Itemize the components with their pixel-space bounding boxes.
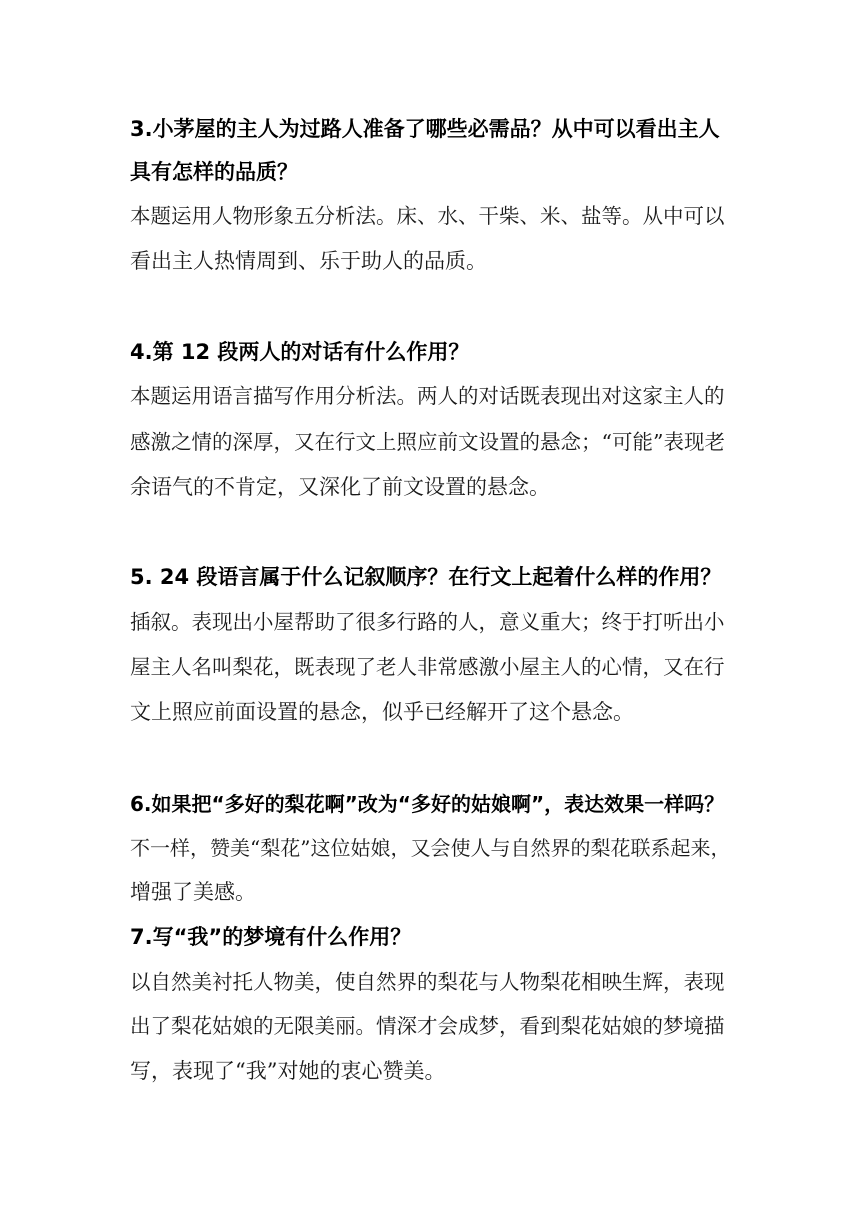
answer-7-line-3: 写，表现了“我”对她的衷心赞美。 xyxy=(130,1059,446,1083)
answer-6-line-1: 不一样，赞美“梨花”这位姑娘，又会使人与自然界的梨花联系起来， xyxy=(130,836,731,860)
answer-7-line-1: 以自然美衬托人物美，使自然界的梨花与人物梨花相映生辉，表现 xyxy=(130,970,725,994)
question-3-line-2: 具有怎样的品质？ xyxy=(130,160,298,184)
answer-5-line-1: 插叙。表现出小屋帮助了很多行路的人，意义重大；终于打听出小 xyxy=(130,610,725,634)
answer-5-line-2: 屋主人名叫梨花，既表现了老人非常感激小屋主人的心情，又在行 xyxy=(130,655,725,679)
answer-4-line-3: 余语气的不肯定，又深化了前文设置的悬念。 xyxy=(130,475,550,499)
question-7-line-1: 7.写“我”的梦境有什么作用？ xyxy=(130,925,412,949)
answer-6-line-2: 增强了美感。 xyxy=(130,880,256,904)
answer-4-line-2: 感激之情的深厚，又在行文上照应前文设置的悬念；“可能”表现老 xyxy=(130,430,725,454)
question-6-line-1: 6.如果把“多好的梨花啊”改为“多好的姑娘啊”，表达效果一样吗？ xyxy=(130,792,725,816)
question-3-line-1: 3.小茅屋的主人为过路人准备了哪些必需品？从中可以看出主人 xyxy=(130,117,720,141)
answer-3-line-1: 本题运用人物形象五分析法。床、水、干柴、米、盐等。从中可以 xyxy=(130,204,725,228)
question-4-line-1: 4.第 12 段两人的对话有什么作用？ xyxy=(130,340,470,364)
answer-3-line-2: 看出主人热情周到、乐于助人的品质。 xyxy=(130,249,487,273)
answer-7-line-2: 出了梨花姑娘的无限美丽。情深才会成梦，看到梨花姑娘的梦境描 xyxy=(130,1014,725,1038)
answer-5-line-3: 文上照应前面设置的悬念，似乎已经解开了这个悬念。 xyxy=(130,700,634,724)
question-5-line-1: 5. 24 段语言属于什么记叙顺序？在行文上起着什么样的作用？ xyxy=(130,565,722,589)
answer-4-line-1: 本题运用语言描写作用分析法。两人的对话既表现出对这家主人的 xyxy=(130,384,725,408)
